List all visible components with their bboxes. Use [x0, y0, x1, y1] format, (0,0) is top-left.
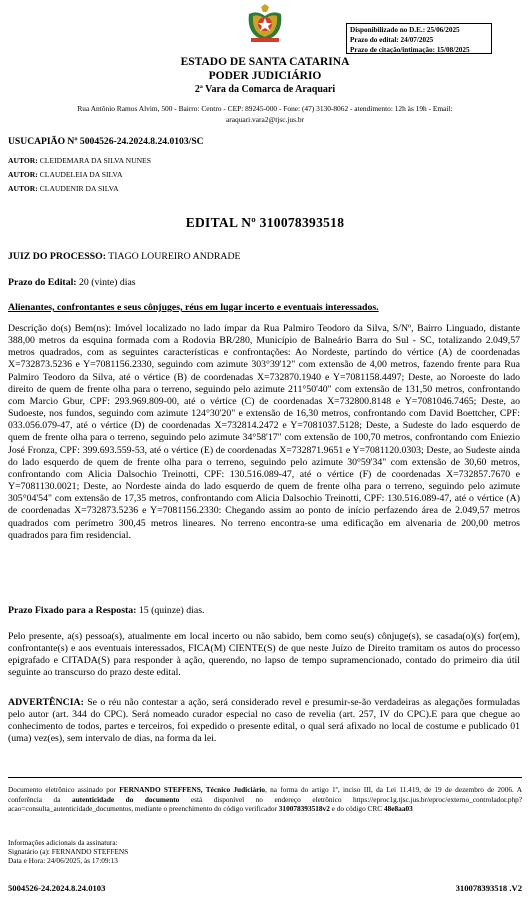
footer-process-number: 5004526-24.2024.8.24.0103	[8, 883, 106, 893]
signature-mid: , na forma do artigo 1º, inciso III, da Lei 11.419, de 19 de dezembro de 2006. A conferência da	[8, 785, 523, 804]
response-line	[8, 605, 204, 616]
warning-text: Se o réu não contestar a ação, será considerado revel e presumir-se-ão verdadeiras as alegações formuladas pelo autor (art. 344 do CPC). Será nomeado curador especial no caso de revelia (art. 257, IV do CPC).E para que chegue ao conhecimento de todos, partes e terceiros, foi expedido o presente edital, o qual será afixado no local de costume e publicado 01 (uma) vez(es), sem intervalo de dias, na forma da lei.	[8, 697, 520, 745]
footer-document-code: 310078393518 .V2	[455, 883, 522, 893]
citation-body: Pelo presente, a(s) pessoa(s), atualmente em local incerto ou não sabido, bem como seu(s) cônjuge(s), se casada(o)(s) for(em), confrontante(s) e aos eventuais interessados, FICA(M) CIENTE(S) de que neste Juízo de Direito tramitam os autos do processo epigrafado e CITADA(S) para responder à ação, querendo, no lapso de tempo supramencionado, contado do primeiro dia útil seguinte ao transcurso do prazo deste edital.	[8, 631, 520, 679]
author-line	[8, 184, 119, 193]
citation-deadline-date: 15/08/2025	[436, 46, 470, 54]
state-title: ESTADO DE SANTA CATARINA	[180, 56, 350, 68]
deadline-line	[8, 277, 136, 288]
author-label: AUTOR:	[8, 184, 38, 193]
judge-line	[8, 251, 241, 262]
warning-paragraph	[8, 697, 520, 746]
citation-deadline-line	[350, 45, 488, 55]
authenticity-label: autenticidade do documento	[71, 794, 180, 804]
edital-title: EDITAL Nº 310078393518	[185, 215, 345, 230]
author-label: AUTOR:	[8, 170, 38, 179]
crc-code: 48e8aa03	[383, 804, 413, 814]
warning-label: ADVERTÊNCIA:	[8, 697, 84, 708]
info-signer: Signatário (a): FERNANDO STEFFENS	[8, 847, 129, 857]
response-label: Prazo Fixado para a Resposta:	[8, 605, 137, 616]
signer-name: FERNANDO STEFFENS, Técnico Judiciário	[119, 785, 266, 794]
author-name: CLAUDENIR DA SILVA	[39, 184, 119, 193]
info-title: Informações adicionais da assinatura:	[8, 838, 118, 847]
publication-dates-box	[346, 23, 492, 54]
footer-divider	[8, 777, 522, 778]
edital-deadline-date: 24/07/2025	[400, 36, 434, 44]
response-value: 15 (quinze) dias.	[138, 605, 205, 616]
author-name: CLAUDELEIA DA SILVA	[39, 170, 123, 179]
process-number: USUCAPIÃO Nº 5004526-24.2024.8.24.0103/SC	[8, 136, 204, 147]
author-label: AUTOR:	[8, 156, 38, 165]
coat-of-arms-icon	[243, 4, 287, 44]
edital-subject: Alienantes, confrontantes e seus cônjuges, réus em lugar incerto e eventuais interessados.	[8, 302, 379, 313]
property-description: Descrição do(s) Bem(ns): Imóvel localizado no lado ímpar da Rua Palmiro Teodoro da Silva, S/Nº, Bairro Linguado, distante 388,00 metros da esquina formada com a Rodovia BR/280, Município de Balneário Barra do Sul - SC, totalizando 2.049,57 metros quadrados, com as seguintes características e confrontações: Ao Nordeste, partindo do vértice (A) de coordenadas X=732873.5236 e Y=7081156.2330, seguindo com azimute 303°39'12" com extensão de 4,00 metros, fazendo frente para Rua Palmiro Teodoro da Silva, até o vértice (B) de coordenadas X=732870.1940 e Y=7081158.4497; Deste, ao Noroeste do lado direito de quem de frente olha para o terreno, seguindo pelo azimute 211°50'40" com extensão de 131,50 metros, confrontando com Marcio Gbur, CPF: 293.969.809-00, até o vértice (C) de coordenadas X=732800.8148 e Y=7081046.7465; Deste, ao Sudoeste, nos fundos, seguindo com azimute 124°30'20" e extensão de 16,30 metros, confrontando com David Boettcher, CPF: 033.056.079-47, até o vértice (D) de coordenadas X=732814.2472 e Y=7081037.5128; Deste, a Sudeste do lado esquerdo de quem de frente olha para o terreno, seguindo pelo azimute 34°58'17" com extensão de 100,70 metros, confrontando com Eniezio José Fronza, CPF: 399.693.559-53, até o vértice (E) de coordenadas X=732871.9651 e Y=7081120.0303; Deste, ao Sudeste ainda do lado esquerdo de quem de frente olha para o terreno, seguindo pelo azimute 30°59'34" com extensão de 30,60 metros, confrontando com Alicia Dalsochio Treinotti, CPF: 130.516.089-47, até o vértice (F) de coordenadas X=732857.7670 e Y=7081130.0021; Deste, ao Nordeste ainda do lado esquerdo de quem de frente olha para o terreno, seguindo pelo azimute 305°04'54" com extensão de 17,35 metros, confrontando com Alicia Dalsochio Treinotti, CPF: 130.516.089-47, até o vértice (A) de coordenadas X=732873.5236 e Y=7081156.2330: Chegando assim ao ponto de início perfazendo área de 2.049,57 metros quadrados com perímetro 300,45 metros lineares. No terreno encontra-se uma edificação em alvenaria de 200,00 metros quadrados para fim residencial.	[8, 323, 520, 541]
citation-deadline-label: Prazo de citação/intimação:	[350, 46, 436, 54]
published-label: Disponibilizado no D.E.:	[350, 26, 426, 34]
published-date: 25/06/2025	[426, 26, 460, 34]
judge-name: TIAGO LOUREIRO ANDRADE	[108, 251, 241, 262]
edital-deadline-line	[350, 35, 488, 45]
published-line	[350, 25, 488, 35]
signature-info	[8, 838, 128, 866]
district-title: 2ª Vara da Comarca de Araquari	[194, 84, 336, 95]
court-address	[40, 103, 490, 125]
crc-prefix: e do código CRC	[331, 804, 383, 814]
address-line-2: araquari.vara2@tjsc.jus.br	[225, 115, 304, 124]
deadline-value: 20 (vinte) dias	[79, 277, 136, 288]
court-title: PODER JUDICIÁRIO	[208, 70, 322, 82]
signature-notice	[8, 785, 522, 814]
author-name: CLEIDEMARA DA SILVA NUNES	[39, 156, 151, 165]
edital-deadline-label: Prazo do edital:	[350, 36, 399, 44]
address-line-1: Rua Antônio Ramos Alvim, 500 - Bairro: Centro - CEP: 89245-000 - Fone: (47) 3130-8062 - atendimento: 12h às 19h - Email:	[77, 104, 453, 113]
verifier-code: 310078393518v2	[278, 804, 330, 814]
deadline-label: Prazo do Edital:	[8, 277, 77, 288]
signature-rest: está disponível no endereço eletrônico https://eproc1g.tjsc.jus.br/eproc/externo_controlador.php?acao=consulta_autenticidade_documentos, mediante o preenchimento do código verificador	[8, 794, 523, 814]
judge-label: JUIZ DO PROCESSO:	[8, 251, 106, 262]
signature-prefix: Documento eletrônico assinado por	[8, 785, 116, 794]
author-line	[8, 156, 151, 165]
info-date: Data e Hora: 24/06/2025, às 17:09:13	[8, 856, 118, 866]
author-line	[8, 170, 122, 179]
